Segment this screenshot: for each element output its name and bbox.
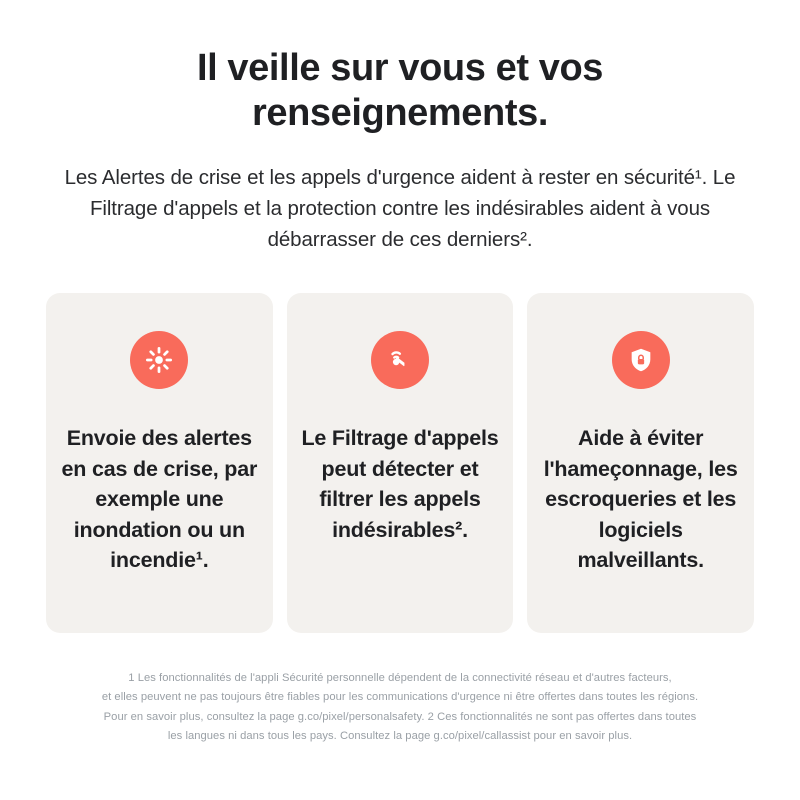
feature-card-call-screening bbox=[287, 293, 514, 633]
feature-card-text: Aide à éviter l'hameçonnage, les escroqueries et les logiciels malveillants. bbox=[543, 426, 738, 573]
feature-card-text: Le Filtrage d'appels peut détecter et filtrer les appels indésirables². bbox=[301, 426, 499, 542]
footnotes bbox=[46, 669, 754, 746]
footnote-line: et elles peuvent ne pas toujours être fiables pour les communications d'urgence ni être offertes dans toutes les régions. bbox=[101, 691, 699, 704]
page-title: Il veille sur vous et vos renseignements. bbox=[196, 47, 604, 134]
footnote-line: les langues ni dans tous les pays. Consultez la page g.co/pixel/callassist pour en savoir plus. bbox=[167, 729, 633, 742]
feature-card-list bbox=[46, 293, 754, 633]
feature-card-text: Envoie des alertes en cas de crise, par exemple une inondation ou un incendie¹. bbox=[61, 426, 258, 573]
page-subtitle: Les Alertes de crise et les appels d'urgence aident à rester en sécurité¹. Le Filtrage d'appels et la protection contre les indésirables aident à vous débarrasser de ces derniers². bbox=[64, 165, 736, 251]
footnote-line: 1 Les fonctionnalités de l'appli Sécurité personnelle dépendent de la connectivité réseau et d'autres facteurs, bbox=[128, 672, 672, 685]
footnote-line: Pour en savoir plus, consultez la page g.co/pixel/personalsafety. 2 Ces fonctionnalités ne sont pas offertes dans toutes bbox=[103, 710, 697, 723]
shield-security-icon bbox=[612, 331, 670, 389]
crisis-alert-icon bbox=[130, 331, 188, 389]
call-screening-icon bbox=[371, 331, 429, 389]
feature-card-crisis-alerts bbox=[46, 293, 273, 633]
feature-card-security bbox=[527, 293, 754, 633]
